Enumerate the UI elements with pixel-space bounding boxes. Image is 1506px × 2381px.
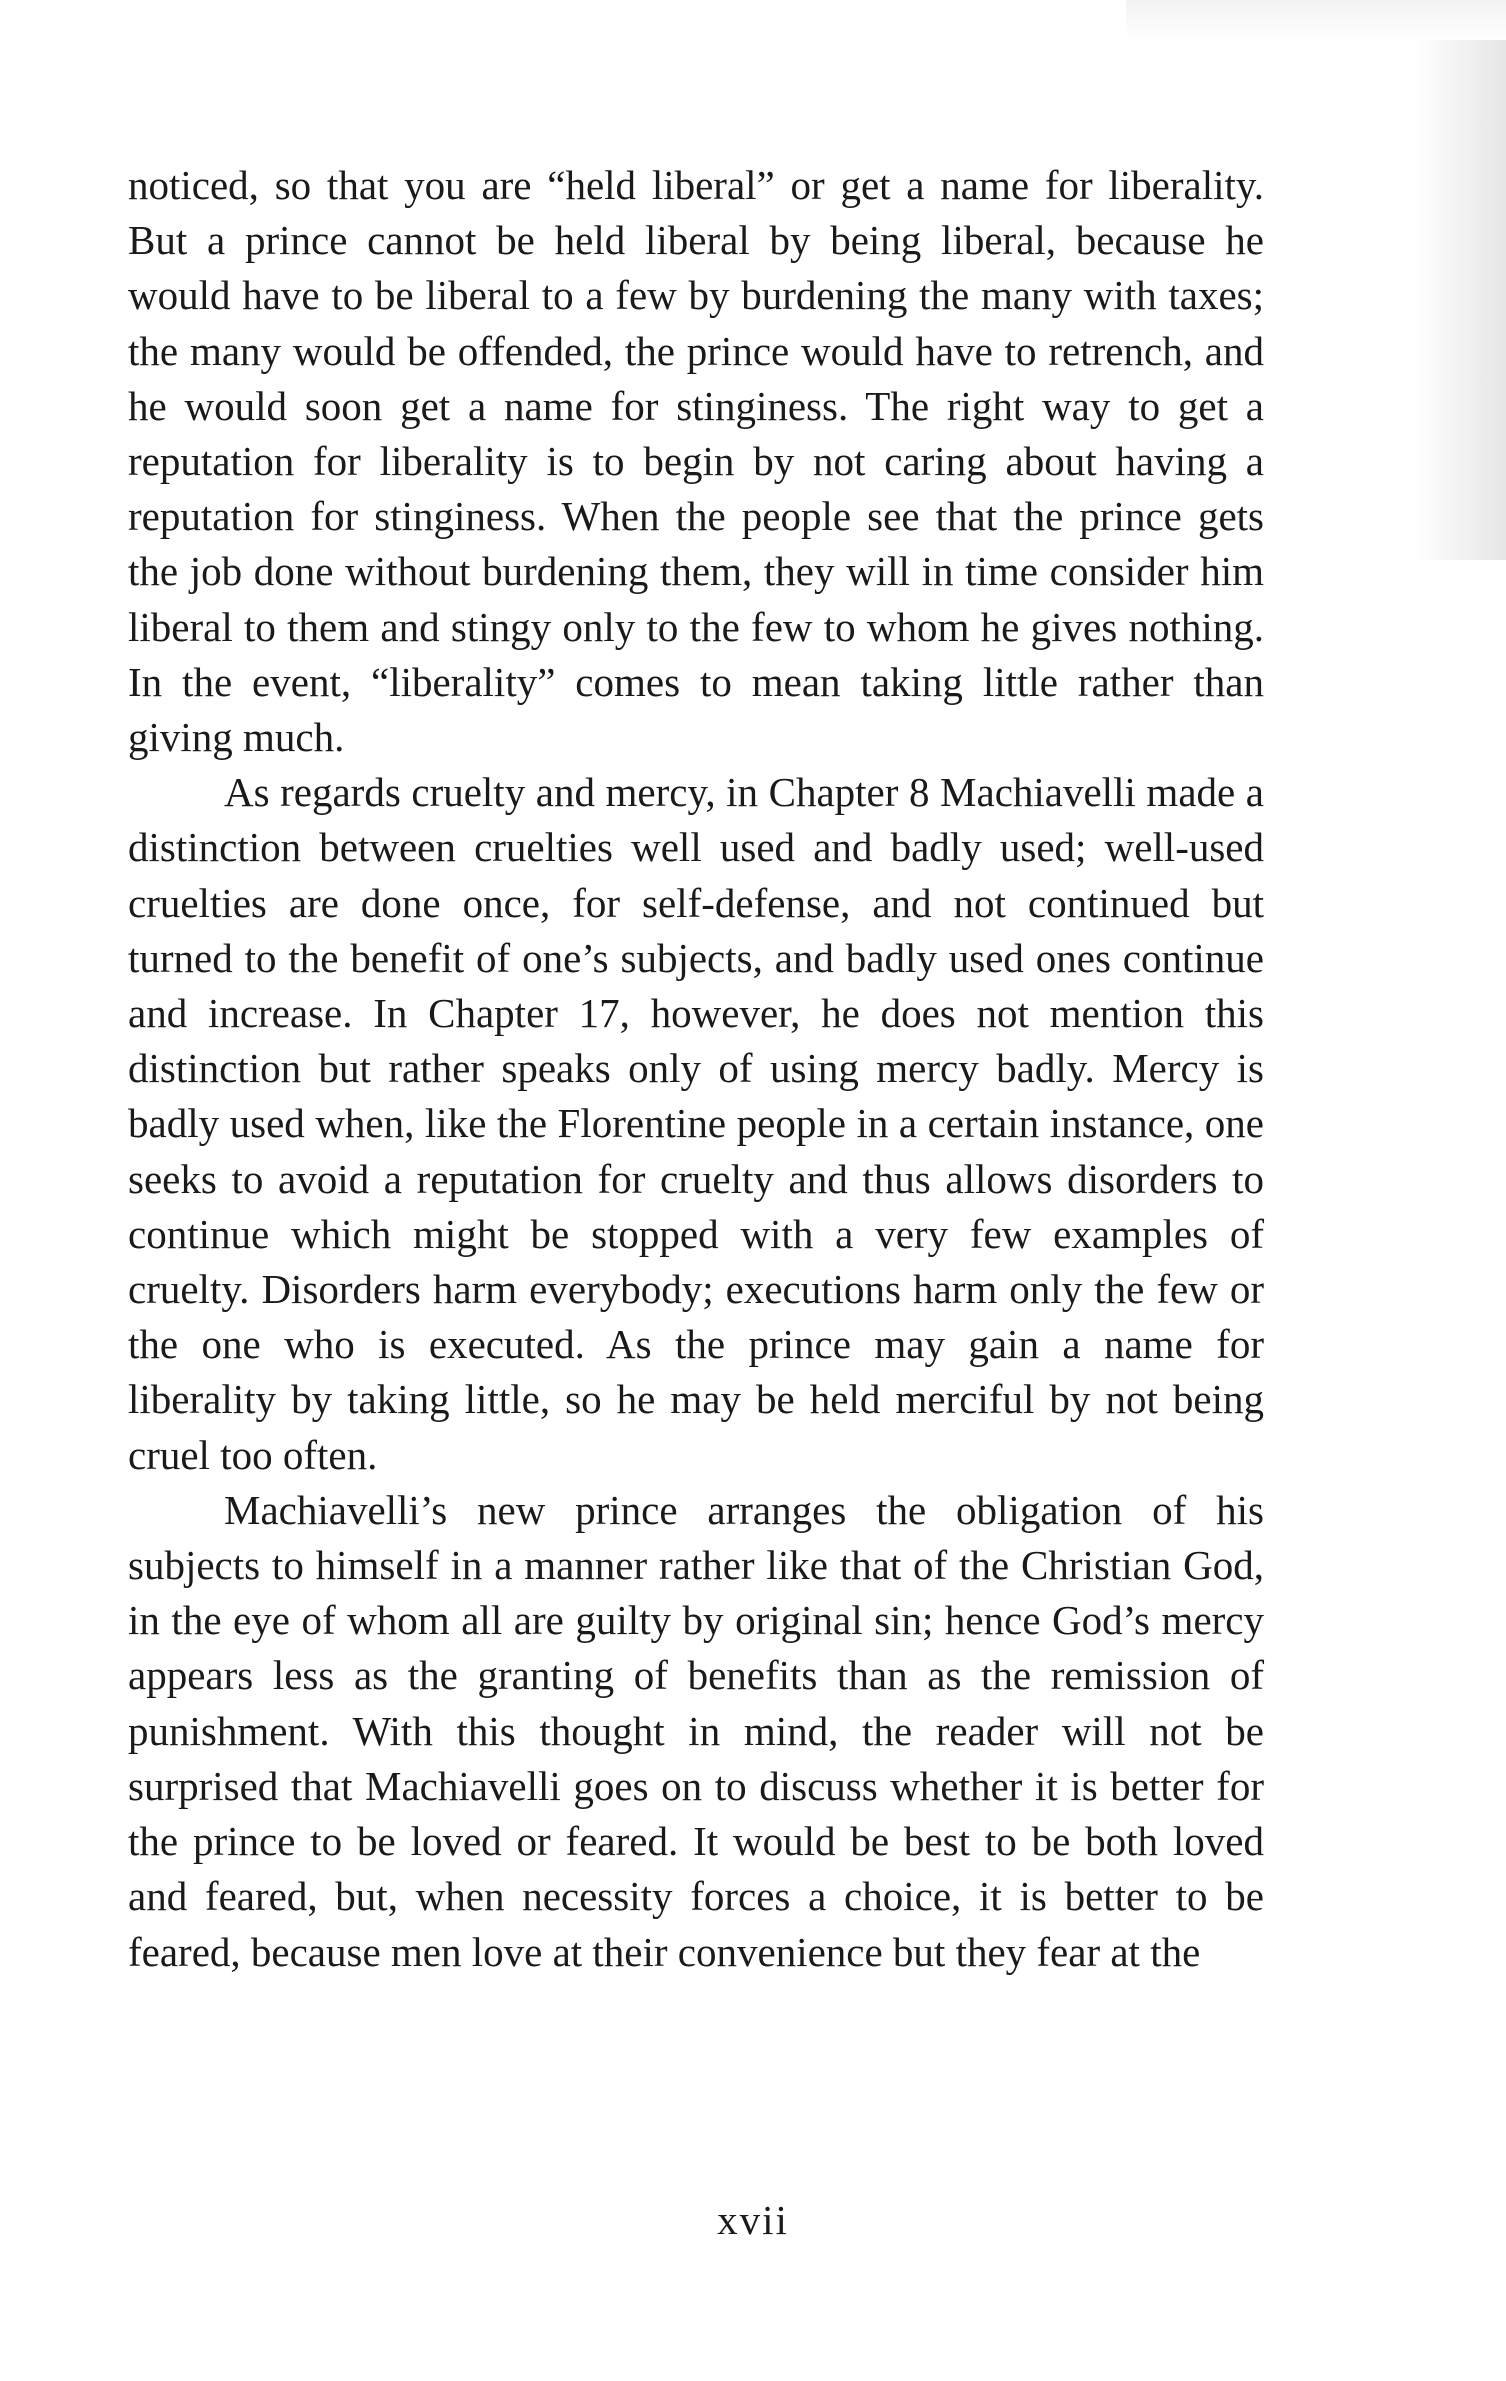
- scan-edge-shadow: [1416, 0, 1506, 560]
- paragraph-loved-or-feared: Machiavelli’s new prince arranges the obligation of his subjects to himself in a manner rather like that of the Christian God, in the eye of whom all are guilty by original sin; hence God’s mercy appears less as the granting of benefits than as the remission of punishment. With this thought in mind, the reader will not be surprised that Machiavelli goes on to discuss whether it is better for the prince to be loved or feared. It would be best to be both loved and feared, but, when necessity forces a choice, it is better to be feared, because men love at their convenience but they fear at the: [128, 1486, 1264, 1975]
- scan-top-shadow: [1126, 0, 1506, 40]
- paragraph-liberality: noticed, so that you are “held liberal” or get a name for liberality. But a prince cannot be held liberal by being liberal, because he would have to be liberal to a few by burdening the many with taxes; the many would be offended, the prince would have to retrench, and he would soon get a name for stinginess. The right way to get a reputation for liberality is to begin by not caring about having a reputation for stinginess. When the people see that the prince gets the job done without burdening them, they will in time consider him liberal to them and stingy only to the few to whom he gives nothing. In the event, “liberality” comes to mean taking little rather than giving much.: [128, 162, 1264, 761]
- page-number: xvii: [717, 2197, 789, 2243]
- paragraph-cruelty-mercy: As regards cruelty and mercy, in Chapter 8 Machiavelli made a distinction between cruelties well used and badly used; well-used cruelties are done once, for self-defense, and not continued but turned to the benefit of one’s subjects, and badly used ones continue and increase. In Chapter 17, however, he does not mention this distinction but rather speaks only of using mercy badly. Mercy is badly used when, like the Florentine people in a certain instance, one seeks to avoid a reputation for cruelty and thus allows disorders to continue which might be stopped with a very few examples of cruelty. Disorders harm everybody; executions harm only the few or the one who is executed. As the prince may gain a name for liberality by taking little, so he may be held merciful by not being cruel too often.: [128, 769, 1264, 1478]
- body-text: [128, 158, 1264, 1980]
